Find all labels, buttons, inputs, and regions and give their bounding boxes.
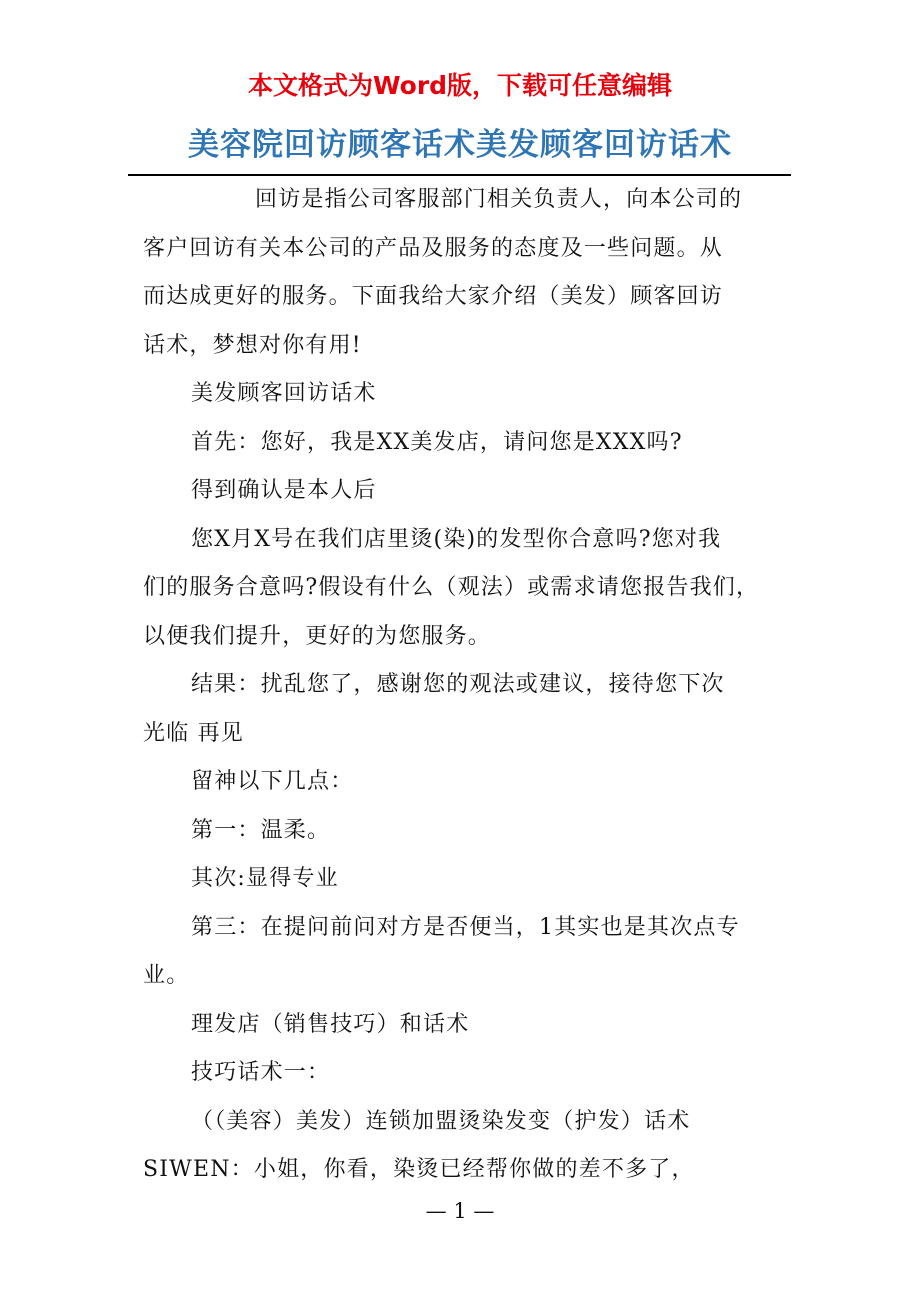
paragraph-line: SIWEN：小姐，你看，染烫已经帮你做的差不多了，: [143, 1157, 695, 1182]
format-notice: 本文格式为Word版，下载可任意编辑: [247, 71, 673, 100]
paragraph-line: 们的服务合意吗?假设有什么（观法）或需求请您报告我们，: [143, 575, 760, 600]
paragraph-line: 而达成更好的服务。下面我给大家介绍（美发）顾客回访: [143, 284, 724, 309]
section-heading: 理发店（销售技巧）和话术: [191, 1011, 470, 1037]
paragraph-line: 留神以下几点：: [191, 769, 354, 794]
paragraph-line: 结果：扰乱您了，感谢您的观法或建议，接待您下次: [191, 672, 725, 697]
paragraph-line: 回访是指公司客服部门相关负责人，向本公司的: [255, 187, 743, 212]
section-heading: 美发顾客回访话术: [191, 381, 377, 406]
document-body: [143, 176, 783, 1195]
paragraph-line: 首先：您好，我是XX美发店，请问您是XXX吗?: [191, 429, 683, 455]
paragraph-line: 以便我们提升，更好的为您服务。: [143, 623, 492, 649]
paragraph-line: 业。: [143, 963, 190, 988]
page-number: — 1 —: [425, 1199, 495, 1223]
paragraph-line: 第一：温柔。: [191, 817, 331, 843]
paragraph-line: （（美容）美发）连锁加盟烫染发变（护发）话术: [191, 1108, 691, 1134]
paragraph-line: 技巧话术一：: [191, 1060, 331, 1085]
document-title: 美容院回访顾客话术美发顾客回访话术: [188, 127, 732, 163]
paragraph-line: 话术，梦想对你有用!: [143, 332, 362, 358]
paragraph-line: 得到确认是本人后: [191, 478, 377, 503]
paragraph-line: 您X月X号在我们店里烫(染)的发型你合意吗?您对我: [191, 526, 722, 552]
paragraph-line: 其次:显得专业: [191, 866, 339, 891]
paragraph-line: 第三：在提问前问对方是否便当，1其实也是其次点专: [191, 914, 740, 940]
paragraph-line: 客户回访有关本公司的产品及服务的态度及一些问题。从: [143, 235, 724, 261]
paragraph-line: 光临 再见: [143, 720, 244, 746]
